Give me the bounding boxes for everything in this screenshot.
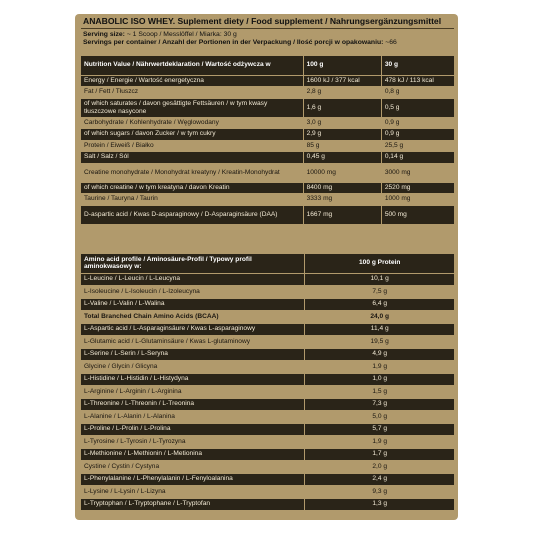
table-cell: Amino acid profile / Aminosäure-Profil / Typowy profil aminokwasowy w: [81,254,305,273]
table-cell: L-Leucine / L-Leucin / L-Leucyna [81,273,305,286]
table-cell: 2,9 g [303,129,381,141]
table-row [81,298,454,311]
table-row [81,336,454,349]
table-row [81,373,454,386]
table-row [81,461,454,474]
table-cell: Glycine / Glycin / Glicyna [81,361,305,374]
serving-size-value: ~ 1 Scoop / Messlöffel / Miarka: 30 g [124,31,237,38]
table-cell: 30 g [381,56,454,75]
table-cell: 7,5 g [305,286,454,299]
table-cell: 1,6 g [303,98,381,117]
table-cell: 9,3 g [305,486,454,499]
table-row [81,129,454,141]
table-row [81,163,454,182]
table-row [81,205,454,224]
table-row [81,182,454,194]
table-row [81,498,454,511]
table-cell: Protein / Eiweiß / Białko [81,140,303,152]
serving-info [83,31,455,47]
table-cell: L-Lysine / L-Lysin / L-Lizyna [81,486,305,499]
table-cell: 1,9 g [305,361,454,374]
table-cell: 1,7 g [305,448,454,461]
table-row [81,75,454,87]
table-row [81,273,454,286]
table-cell: L-Serine / L-Serin / L-Seryna [81,348,305,361]
table-cell: 1,5 g [305,386,454,399]
table-cell: L-Valine / L-Valin / L-Walina [81,298,305,311]
table-cell: 1600 kJ / 377 kcal [303,75,381,87]
table-cell: 25,5 g [381,140,454,152]
table-row [81,98,454,117]
table-row [81,56,454,75]
table-cell: 19,5 g [305,336,454,349]
table-cell: L-Arginine / L-Arginin / L-Arginina [81,386,305,399]
table-cell: 10,1 g [305,273,454,286]
table-cell: 1667 mg [303,205,381,224]
table-cell: 0,14 g [381,152,454,164]
table-row [81,286,454,299]
table-cell: L-Threonine / L-Threonin / L-Treonina [81,398,305,411]
table-cell: Total Branched Chain Amino Acids (BCAA) [81,311,305,324]
table-cell: L-Alanine / L-Alanin / L-Alanina [81,411,305,424]
table-cell: 1,9 g [305,436,454,449]
amino-acid-table [81,254,454,511]
table-row [81,117,454,129]
table-cell: L-Phenylalanine / L-Phenylalanin / L-Fenyloalanina [81,473,305,486]
table-row [81,254,454,273]
table-row [81,311,454,324]
table-cell: 24,0 g [305,311,454,324]
table-row [81,486,454,499]
table-row [81,423,454,436]
table-cell: 8400 mg [303,182,381,194]
table-cell: Fat / Fett / Tłuszcz [81,87,303,99]
table-row [81,448,454,461]
table-cell: 5,0 g [305,411,454,424]
product-heading: ANABOLIC ISO WHEY. Suplement diety / Food supplement / Nahrungsergänzungsmittel [83,16,442,26]
table-row [81,361,454,374]
table-cell: L-Histidine / L-Histidin / L-Histydyna [81,373,305,386]
table-cell: 11,4 g [305,323,454,336]
table-row [81,411,454,424]
table-cell: Taurine / Tauryna / Taurin [81,194,303,206]
table-row [81,348,454,361]
serving-size-label: Serving size: [83,31,125,38]
table-cell: L-Tyrosine / L-Tyrosin / L-Tyrozyna [81,436,305,449]
table-cell: 10000 mg [303,163,381,182]
table-cell: L-Tryptophan / L-Tryptophane / L-Tryptofan [81,498,305,511]
table-cell: of which creatine / w tym kreatyna / davon Kreatin [81,182,303,194]
table-cell: 3,0 g [303,117,381,129]
table-cell: Creatine monohydrate / Monohydrat kreatyny / Kreatin-Monohydrat [81,163,303,182]
table-cell: Salt / Salz / Sól [81,152,303,164]
table-cell: D-aspartic acid / Kwas D-asparaginowy / D-Asparaginsäure (DAA) [81,205,303,224]
table-cell: 2,0 g [305,461,454,474]
table-cell: of which sugars / davon Zucker / w tym cukry [81,129,303,141]
table-row [81,140,454,152]
table-cell: 100 g Protein [305,254,454,273]
table-cell: 0,8 g [381,87,454,99]
table-cell: 500 mg [381,205,454,224]
table-cell: L-Methionine / L-Methionin / L-Metionina [81,448,305,461]
table-cell: L-Isoleucine / L-Isoleucin / L-Izoleucyna [81,286,305,299]
table-cell: 5,7 g [305,423,454,436]
table-cell: 2,8 g [303,87,381,99]
table-cell: 4,9 g [305,348,454,361]
table-row [81,398,454,411]
table-cell: 2520 mg [381,182,454,194]
table-cell: 1,3 g [305,498,454,511]
table-row [81,436,454,449]
table-row [81,323,454,336]
table-cell: 3000 mg [381,163,454,182]
divider [81,28,454,29]
table-row [81,473,454,486]
table-cell: Cystine / Cystin / Cystyna [81,461,305,474]
table-cell: L-Proline / L-Prolin / L-Prolina [81,423,305,436]
table-cell: 0,5 g [381,98,454,117]
table-row [81,386,454,399]
table-row [81,152,454,164]
table-cell: 478 kJ / 113 kcal [381,75,454,87]
table-cell: 7,3 g [305,398,454,411]
table-cell: Nutrition Value / Nährwertdeklaration / Wartość odżywcza w [81,56,303,75]
table-cell: 100 g [303,56,381,75]
table-cell: Energy / Energie / Wartość energetyczna [81,75,303,87]
table-cell: 0,45 g [303,152,381,164]
table-cell: 1,0 g [305,373,454,386]
table-cell: 3333 mg [303,194,381,206]
servings-label: Servings per container / Anzahl der Portionen in der Verpackung / Ilość porcji w opakowaniu: [83,39,384,47]
table-cell: 1000 mg [381,194,454,206]
table-cell: of which saturates / davon gesättigte Fettsäuren / w tym kwasy tłuszczowe nasycone [81,98,303,117]
table-cell: L-Aspartic acid / L-Asparaginsäure / Kwas L-asparaginowy [81,323,305,336]
table-cell: 0,9 g [381,117,454,129]
nutrition-table [81,56,454,225]
table-cell: L-Glutamic acid / L-Glutaminsäure / Kwas L-glutaminowy [81,336,305,349]
servings-value: ~66 [383,39,397,47]
table-cell: 0,9 g [381,129,454,141]
table-cell: 85 g [303,140,381,152]
table-cell: 2,4 g [305,473,454,486]
table-row [81,87,454,99]
table-row [81,194,454,206]
table-cell: 6,4 g [305,298,454,311]
table-cell: Carbohydrate / Kohlenhydrate / Węglowodany [81,117,303,129]
